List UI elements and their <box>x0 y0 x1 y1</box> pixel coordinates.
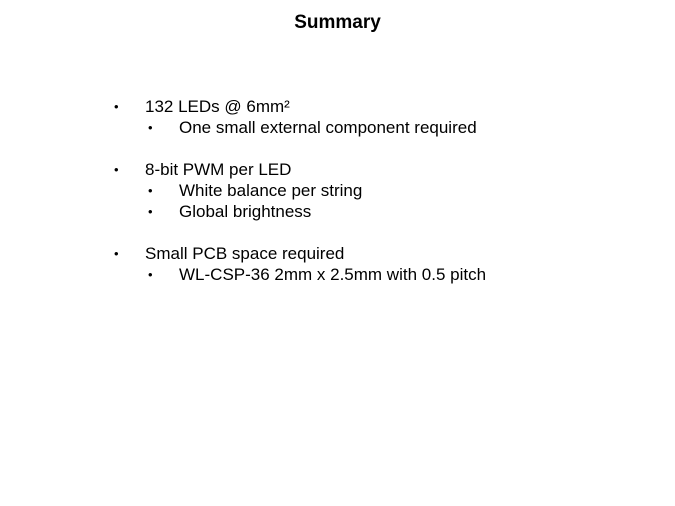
bullet-item <box>0 243 675 264</box>
bullet-group <box>0 159 675 222</box>
bullet-icon: • <box>114 246 119 261</box>
sub-bullet-text: WL-CSP-36 2mm x 2.5mm with 0.5 pitch <box>179 265 487 284</box>
slide-title: Summary <box>294 12 381 33</box>
bullet-text: Small PCB space required <box>145 244 345 263</box>
bullet-list <box>0 96 675 306</box>
bullet-text: 132 LEDs @ 6mm² <box>145 97 290 116</box>
sub-bullet-text: Global brightness <box>179 202 312 221</box>
bullet-item <box>0 159 675 180</box>
sub-bullet-item <box>0 264 675 285</box>
bullet-group <box>0 243 675 285</box>
bullet-icon: • <box>148 183 153 198</box>
bullet-icon: • <box>114 162 119 177</box>
sub-bullet-text: White balance per string <box>179 181 363 200</box>
bullet-item <box>0 96 675 117</box>
sub-bullet-item <box>0 117 675 138</box>
bullet-icon: • <box>148 267 153 282</box>
bullet-icon: • <box>148 204 153 219</box>
sub-bullet-item <box>0 180 675 201</box>
bullet-group <box>0 96 675 138</box>
bullet-icon: • <box>148 120 153 135</box>
bullet-text: 8-bit PWM per LED <box>145 160 292 179</box>
sub-bullet-item <box>0 201 675 222</box>
sub-bullet-text: One small external component required <box>179 118 477 137</box>
bullet-icon: • <box>114 99 119 114</box>
